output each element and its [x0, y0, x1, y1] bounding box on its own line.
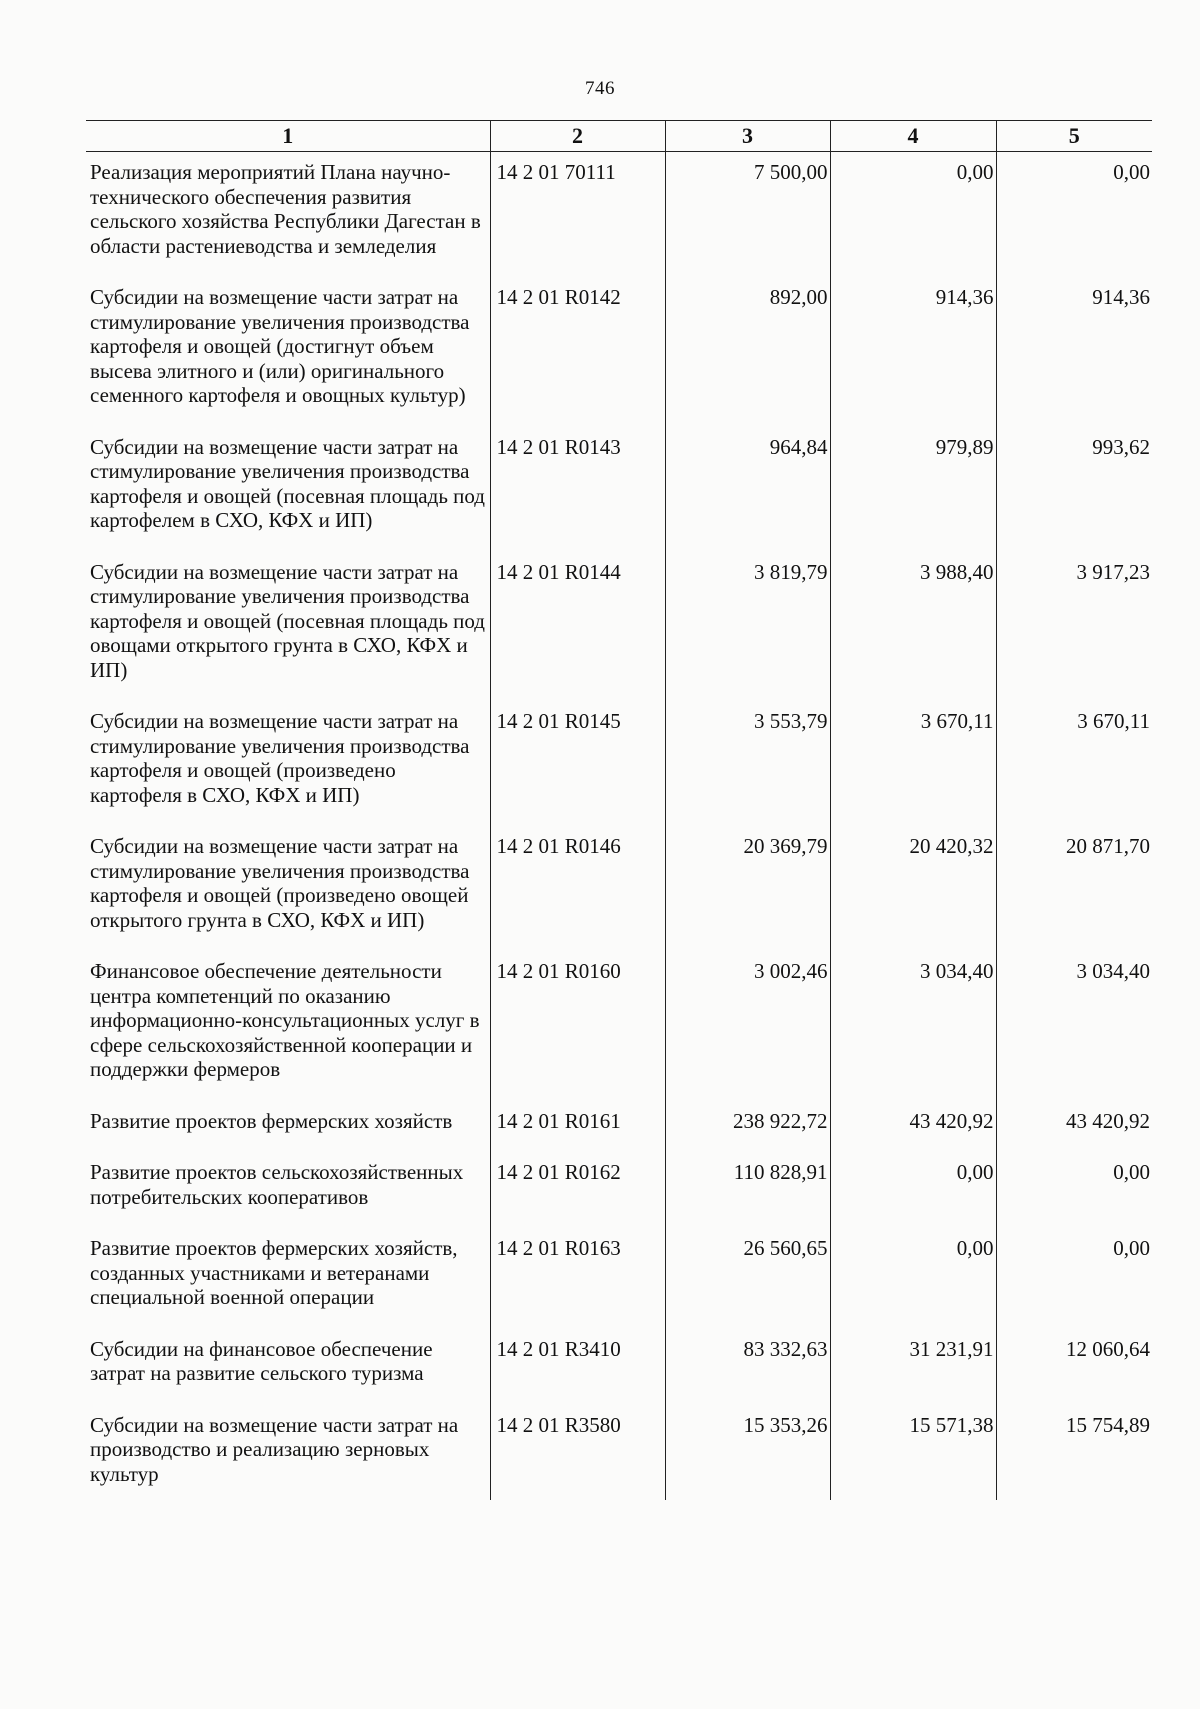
row-description: Финансовое обеспечение деятельности центра компетенций по оказанию информационно-консультационных услуг в сфере сельскохозяйственной кооперации и поддержки фермеров: [90, 959, 480, 1081]
table-row: [86, 552, 1152, 702]
row-value-col3: 964,84: [665, 427, 830, 552]
table-row: [86, 951, 1152, 1101]
row-value-col4: 3 034,40: [830, 951, 996, 1101]
row-value-col5: 3 034,40: [996, 951, 1152, 1101]
row-value-col4: 0,00: [830, 1228, 996, 1329]
table-row: [86, 1152, 1152, 1228]
row-value-col3: 892,00: [665, 277, 830, 427]
row-value-col4: 979,89: [830, 427, 996, 552]
row-description: Субсидии на возмещение части затрат на стимулирование увеличения производства картофеля и овощей (произведено картофеля в СХО, КФХ и ИП): [90, 709, 470, 807]
table-row: [86, 152, 1152, 278]
row-value-col4: 3 988,40: [830, 552, 996, 702]
row-value-col4: 20 420,32: [830, 826, 996, 951]
column-header-1: 1: [86, 121, 490, 152]
row-value-col4: 914,36: [830, 277, 996, 427]
row-code: 14 2 01 R0142: [490, 277, 665, 427]
row-code: 14 2 01 R0161: [490, 1101, 665, 1153]
row-value-col3: 3 819,79: [665, 552, 830, 702]
row-value-col3: 26 560,65: [665, 1228, 830, 1329]
row-value-col5: 993,62: [996, 427, 1152, 552]
row-value-col5: 43 420,92: [996, 1101, 1152, 1153]
column-header-3: 3: [665, 121, 830, 152]
row-description: Субсидии на возмещение части затрат на производство и реализацию зерновых культур: [90, 1412, 459, 1486]
row-code: 14 2 01 R3580: [490, 1405, 665, 1501]
row-value-col4: 0,00: [830, 1152, 996, 1228]
budget-table: [86, 120, 1152, 1500]
row-description: Реализация мероприятий Плана научно-технического обеспечения развития сельского хозяйства Республики Дагестан в области растениеводства и земледелия: [90, 160, 481, 258]
row-value-col4: 43 420,92: [830, 1101, 996, 1153]
row-value-col3: 83 332,63: [665, 1329, 830, 1405]
row-value-col5: 12 060,64: [996, 1329, 1152, 1405]
row-value-col5: 0,00: [996, 1228, 1152, 1329]
row-description: Субсидии на возмещение части затрат на стимулирование увеличения производства картофеля и овощей (посевная площадь под картофелем в СХО, КФХ и ИП): [90, 434, 485, 532]
row-description: Субсидии на возмещение части затрат на стимулирование увеличения производства картофеля и овощей (посевная площадь под овощами открытого грунта в СХО, КФХ и ИП): [90, 559, 485, 682]
row-description: Субсидии на возмещение части затрат на стимулирование увеличения производства картофеля и овощей (достигнут объем высева элитного и (или) оригинального семенного картофеля и овощных культур): [90, 285, 470, 407]
row-code: 14 2 01 70111: [490, 152, 665, 278]
row-code: 14 2 01 R0143: [490, 427, 665, 552]
row-description: Развитие проектов сельскохозяйственных потребительских кооперативов: [90, 1160, 464, 1209]
row-value-col5: 0,00: [996, 1152, 1152, 1228]
row-code: 14 2 01 R0145: [490, 701, 665, 826]
row-code: 14 2 01 R3410: [490, 1329, 665, 1405]
table-body: [86, 152, 1152, 1501]
row-code: 14 2 01 R0144: [490, 552, 665, 702]
row-code: 14 2 01 R0160: [490, 951, 665, 1101]
row-description: Субсидии на финансовое обеспечение затрат на развитие сельского туризма: [90, 1336, 433, 1385]
row-description: Развитие проектов фермерских хозяйств: [90, 1108, 453, 1133]
row-value-col5: 3 917,23: [996, 552, 1152, 702]
row-code: 14 2 01 R0146: [490, 826, 665, 951]
row-value-col5: 15 754,89: [996, 1405, 1152, 1501]
table-row: [86, 277, 1152, 427]
row-description: Субсидии на возмещение части затрат на стимулирование увеличения производства картофеля и овощей (произведено овощей открытого грунта в СХО, КФХ и ИП): [90, 834, 470, 932]
table-row: [86, 826, 1152, 951]
row-value-col4: 3 670,11: [830, 701, 996, 826]
column-header-5: 5: [996, 121, 1152, 152]
row-value-col3: 3 553,79: [665, 701, 830, 826]
budget-table-container: [86, 120, 1152, 1500]
row-value-col4: 31 231,91: [830, 1329, 996, 1405]
row-value-col5: 3 670,11: [996, 701, 1152, 826]
row-value-col4: 15 571,38: [830, 1405, 996, 1501]
table-row: [86, 1228, 1152, 1329]
row-value-col5: 0,00: [996, 152, 1152, 278]
table-row: [86, 1101, 1152, 1153]
row-value-col5: 20 871,70: [996, 826, 1152, 951]
row-code: 14 2 01 R0162: [490, 1152, 665, 1228]
row-value-col3: 20 369,79: [665, 826, 830, 951]
header-row: [86, 121, 1152, 152]
row-value-col3: 238 922,72: [665, 1101, 830, 1153]
table-row: [86, 1329, 1152, 1405]
column-header-2: 2: [490, 121, 665, 152]
table-row: [86, 701, 1152, 826]
row-value-col3: 3 002,46: [665, 951, 830, 1101]
row-description: Развитие проектов фермерских хозяйств, созданных участниками и ветеранами специальной военной операции: [90, 1236, 458, 1309]
row-value-col5: 914,36: [996, 277, 1152, 427]
row-value-col3: 7 500,00: [665, 152, 830, 278]
row-code: 14 2 01 R0163: [490, 1228, 665, 1329]
table-row: [86, 427, 1152, 552]
row-value-col3: 15 353,26: [665, 1405, 830, 1501]
row-value-col3: 110 828,91: [665, 1152, 830, 1228]
column-header-4: 4: [830, 121, 996, 152]
row-value-col4: 0,00: [830, 152, 996, 278]
page-number: 746: [585, 78, 615, 99]
table-row: [86, 1405, 1152, 1501]
